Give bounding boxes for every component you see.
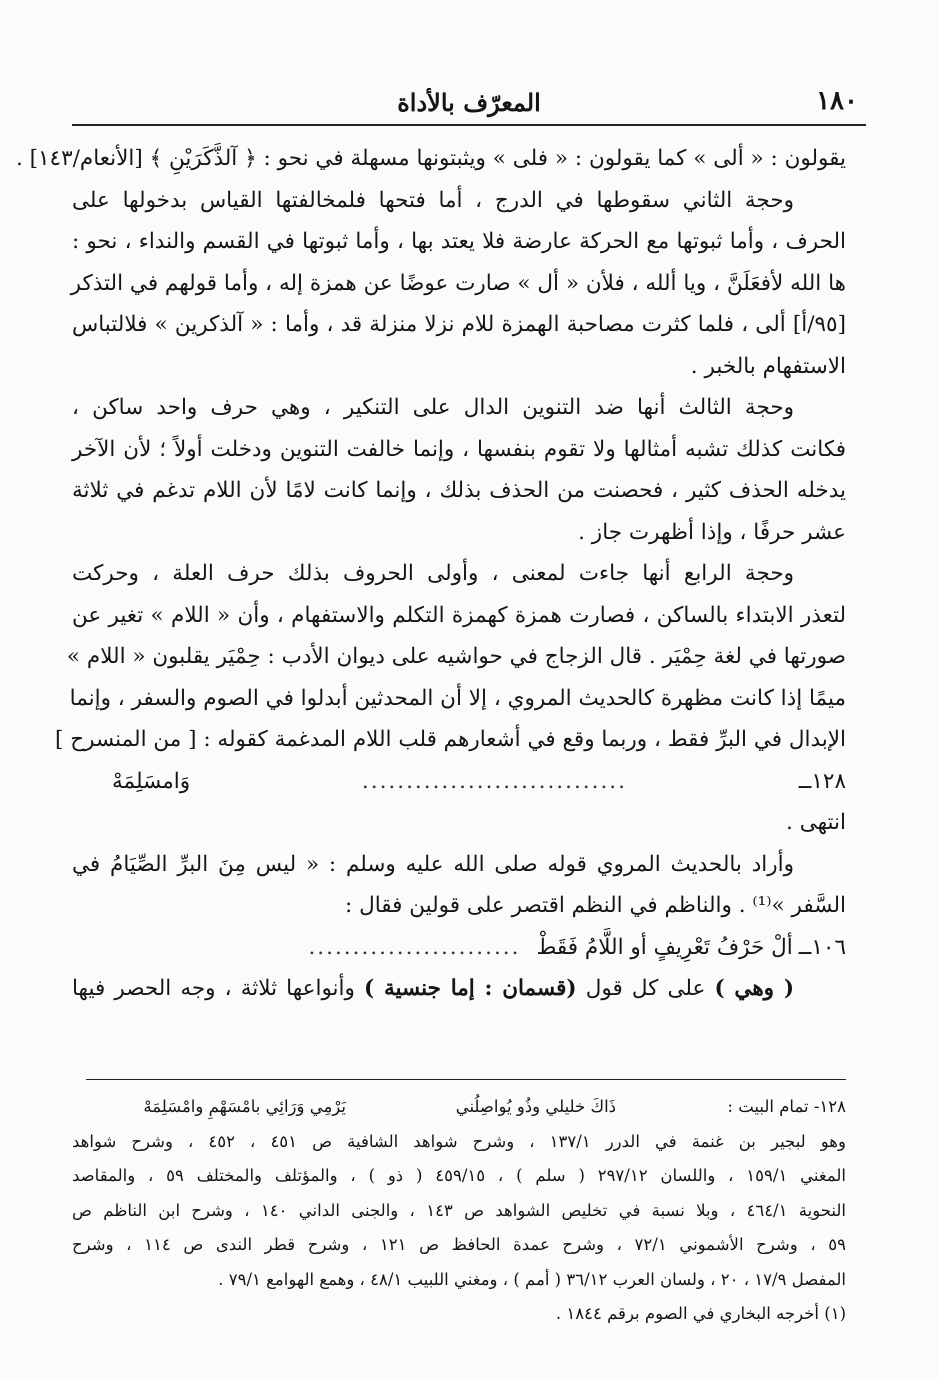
verse-half: ذَاكَ خليلي وذُو يُواصِلُني xyxy=(455,1097,616,1116)
text-line: يدخله الحذف كثير ، فحصنت من الحذف بذلك ، وإنما كانت لامًا لأن اللام تدغم في ثلاثة xyxy=(72,478,846,503)
text-line: الإبدال في البرِّ فقط ، وربما وقع في أشعارهم قلب اللام المدغمة كقوله : [ من المنسرح ] xyxy=(55,727,846,752)
verse-number: ١٠٦ــ xyxy=(798,934,846,960)
text-line: وحجة الرابع أنها جاءت لمعنى ، وأولى الحروف بذلك حرف العلة ، وحركت xyxy=(72,561,794,586)
footnote-separator xyxy=(86,1079,846,1080)
page-number: ١٨٠ xyxy=(816,86,858,116)
footnote-line: ٥٩ ، وشرح الأشموني ٧٢/١ ، وشرح عمدة الحافظ ص ١٢١ ، وشرح قطر الندى ص ١١٤ ، وشرح xyxy=(72,1235,846,1254)
verse-number: ١٢٨ــ xyxy=(798,768,846,794)
verse-128 xyxy=(72,761,846,803)
footnote-1: (١) أخرجه البخاري في الصوم برقم ١٨٤٤ . xyxy=(555,1304,846,1323)
footnotes xyxy=(72,1090,846,1332)
text-line: الاستفهام بالخبر . xyxy=(690,353,846,379)
text-line: انتهى . xyxy=(786,810,846,835)
verse-text: وَامسَلِمَهْ xyxy=(112,768,191,794)
footnote-verse xyxy=(72,1090,846,1125)
text-line: الحرف ، وأما ثبوتها مع الحركة عارضة فلا يعتد بها ، وأما ثبوتها في القسم والنداء ، نحو : xyxy=(72,229,846,254)
main-text xyxy=(15,138,846,1010)
text-line: صورتها في لغة حِمْيَر . قال الزجاج في حواشيه على ديوان الأدب : حِمْيَر يقلبون « اللام » xyxy=(66,644,846,669)
text-line xyxy=(72,968,846,1010)
running-title: المعرّف بالأداة xyxy=(397,88,541,117)
text-line: لتعذر الابتداء بالساكن ، فصارت همزة كهمزة التكلم والاستفهام ، وأن « اللام » تغير عن xyxy=(72,602,846,628)
verse-106 xyxy=(72,927,846,969)
footnote-line: المفصل ١٧/٩ ، ٢٠ ، ولسان العرب ٣٦/١٢ ( أمم ) ، ومغني اللبيب ٤٨/١ ، وهمع الهوامع ٧٩/١ . xyxy=(218,1269,846,1289)
text-span: على كل قول xyxy=(576,976,715,1001)
footnote-line: المغني ١٥٩/١ ، واللسان ٢٩٧/١٢ ( سلم ) ، ٤٥٩/١٥ ( ذو ) ، والمؤتلف والمختلف ٥٩ ، والمقاصد xyxy=(72,1166,846,1185)
text-line: ميمًا إذا كانت مظهرة كالحديث المروي ، إلا أن المحدثين أبدلوا في الصوم والسفر ، وإنما xyxy=(69,685,846,711)
footnote-line: وهو لبجير بن غنمة في الدرر ١٣٧/١ ، وشرح شواهد الشافية ص ٤٥١ ، ٤٥٢ ، وشرح شواهد xyxy=(72,1131,846,1151)
footnote-label: ١٢٨- تمام البيت : xyxy=(727,1097,846,1116)
text-line: ها الله لأفعَلَنَّ ، ويا ألله ، فلأن « أل » صارت عوضًا عن همزة إله ، وأما قولهم في التذكر xyxy=(70,270,846,296)
text-line: [٩٥/أ] ألى ، فلما كثرت مصاحبة الهمزة للام نزلا منزلة قد ، وأما : « آلذكرين » فلالتباس xyxy=(72,312,846,337)
text-span: وأنواعها ثلاثة ، وجه الحصر فيها xyxy=(72,976,365,1001)
bold-term: (قسمان : إما جنسية ) xyxy=(364,976,577,1001)
footnote-line: النحوية ٤٦٤/١ ، وبلا نسبة في تخليص الشواهد ص ١٤٣ ، والجنى الداني ١٤٠ ، وشرح ابن الناظم ص xyxy=(72,1200,847,1220)
page-header xyxy=(72,86,866,126)
bold-term: ( وهي ) xyxy=(714,976,794,1001)
verse-ellipsis: .............................. xyxy=(361,768,627,794)
text-line: فكانت كذلك تشبه أمثالها ولا تقوم بنفسها ، وإنما خالفت التنوين ودخلت أولاً ؛ لأن الآخر xyxy=(72,436,846,462)
text-line: وحجة الثاني سقوطها في الدرج ، أما فتحها فلمخالفتها القياس بدخولها على xyxy=(72,187,794,213)
text-line: عشر حرفًا ، وإذا أظهرت جاز . xyxy=(578,519,846,545)
verse-text: ألْ حَرْفُ تَعْرِيفٍ أو اللَّامُ فَقَطْ xyxy=(536,934,793,960)
verse-half: يَرْمِي وَرَائِي بامْسَهْمِ وامْسَلِمَهْ xyxy=(143,1097,346,1116)
text-line: يقولون : « ألى » كما يقولون : « فلى » ويثبتونها مسهلة في نحو : ﴿ آلذَّكَرَيْنِ ﴾ [الأنعام/١٤٣] . xyxy=(15,146,846,171)
text-line: وحجة الثالث أنها ضد التنوين الدال على التنكير ، وهي حرف واحد ساكن ، xyxy=(72,395,794,420)
verse-ellipsis: ........................ xyxy=(308,934,521,960)
text-line: وأراد بالحديث المروي قوله صلى الله عليه وسلم : « ليس مِنَ البرِّ الصِّيَامُ في xyxy=(72,851,794,877)
text-line: السَّفر »⁽¹⁾ . والناظم في النظم اقتصر على قولين فقال : xyxy=(345,893,846,918)
